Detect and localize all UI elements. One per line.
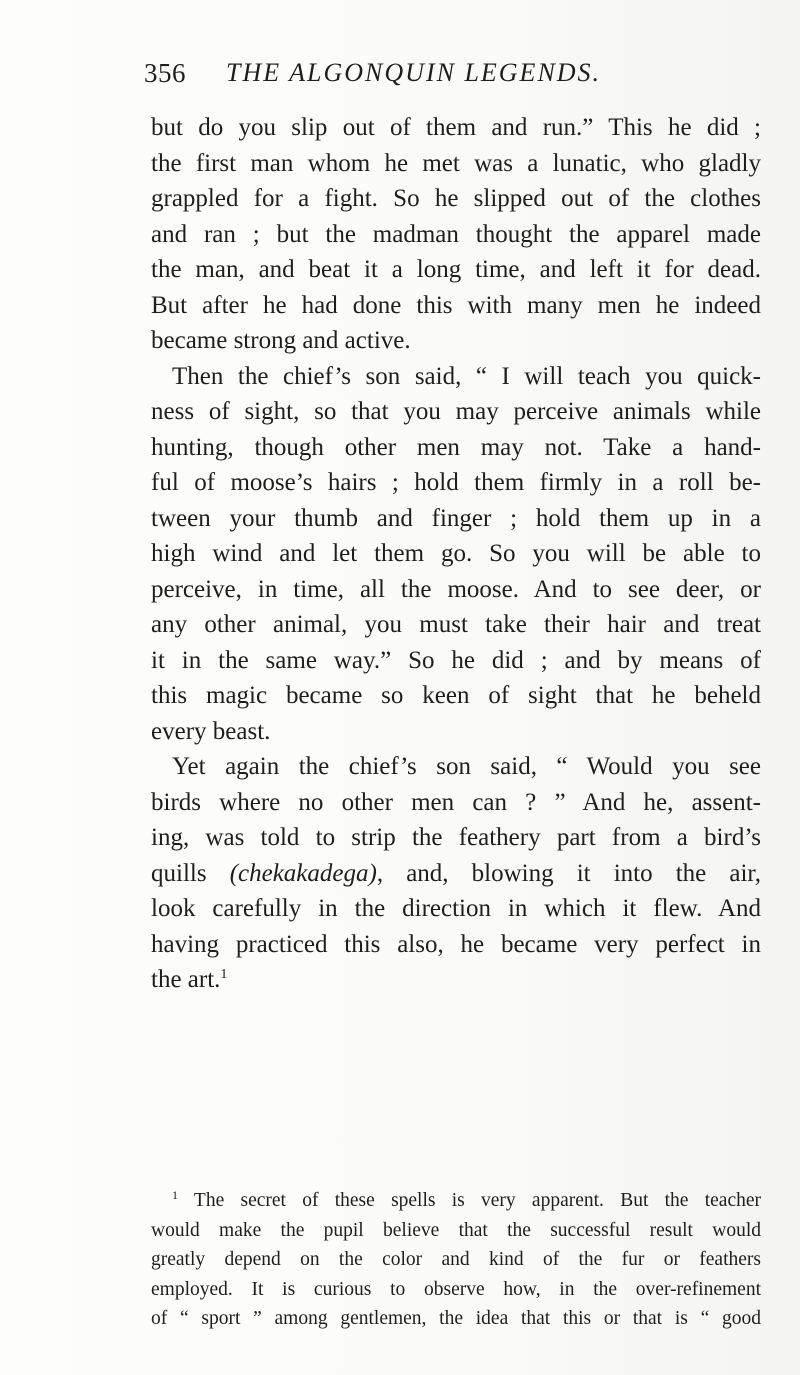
footnote-text: The secret of these spells is very apparent. But the teacher xyxy=(193,1190,761,1211)
text-line: this magic became so keen of sight that he beheld xyxy=(151,682,761,709)
footnotes xyxy=(151,1186,761,1334)
running-head: THE ALGONQUIN LEGENDS. xyxy=(226,58,602,87)
text-line: ful of moose’s hairs ; hold them firmly in a roll be- xyxy=(151,469,761,496)
text-line: birds where no other men can ? ” And he, assent- xyxy=(151,788,761,816)
page-header xyxy=(144,58,764,98)
text-line: ness of sight, so that you may perceive animals while xyxy=(151,398,761,425)
text-line: but do you slip out of them and run.” This he did ; xyxy=(151,114,761,141)
footnote-marker: 1 xyxy=(172,1188,178,1202)
footnote-line: employed. It is curious to observe how, in the over-refinement xyxy=(151,1278,761,1300)
footnote-line: greatly depend on the color and kind of the fur or feathers xyxy=(151,1249,761,1270)
footnote-line: would make the pupil believe that the successful result would xyxy=(151,1219,761,1241)
text-line: perceive, in time, all the moose. And to see deer, or xyxy=(151,575,761,603)
text-fragment: the art. xyxy=(151,966,221,993)
footnote-reference: 1 xyxy=(220,967,228,982)
text-line: it in the same way.” So he did ; and by means of xyxy=(151,646,761,674)
footnote-line: of “ sport ” among gentlemen, the idea that this or that is “ good xyxy=(151,1308,761,1329)
body-text xyxy=(151,110,761,998)
text-line: the first man whom he met was a lunatic, who gladly xyxy=(151,149,761,177)
text-line: and ran ; but the madman thought the apparel made xyxy=(151,220,761,248)
text-line: hunting, though other men may not. Take a hand- xyxy=(151,433,761,461)
italic-term: (chekakadega) xyxy=(229,859,377,887)
text-line: the man, and beat it a long time, and left it for dead. xyxy=(151,256,761,283)
text-line: high wind and let them go. So you will be able to xyxy=(151,540,761,567)
text-line: grappled for a fight. So he slipped out of the clothes xyxy=(151,185,761,212)
page-number: 356 xyxy=(144,58,186,88)
text-line: Yet again the chief’s son said, “ Would you see xyxy=(172,753,761,780)
text-line xyxy=(151,856,761,892)
text-line: look carefully in the direction in which it flew. And xyxy=(151,895,761,922)
text-fragment: , and, blowing it into the air, xyxy=(376,859,761,887)
text-line: any other animal, you must take their hair and treat xyxy=(151,611,761,638)
text-line: having practiced this also, he became very perfect in xyxy=(151,930,761,958)
text-fragment: quills xyxy=(151,859,230,887)
text-line: every beast. xyxy=(151,717,271,745)
footnote-line xyxy=(151,1186,761,1216)
text-line xyxy=(151,962,761,998)
text-line: ing, was told to strip the feathery part from a bird’s xyxy=(151,824,761,851)
text-line: became strong and active. xyxy=(151,327,411,354)
text-line: tween your thumb and finger ; hold them up in a xyxy=(151,504,761,532)
text-line: But after he had done this with many men he indeed xyxy=(151,291,761,319)
text-line: Then the chief’s son said, “ I will teach you quick- xyxy=(172,362,761,390)
